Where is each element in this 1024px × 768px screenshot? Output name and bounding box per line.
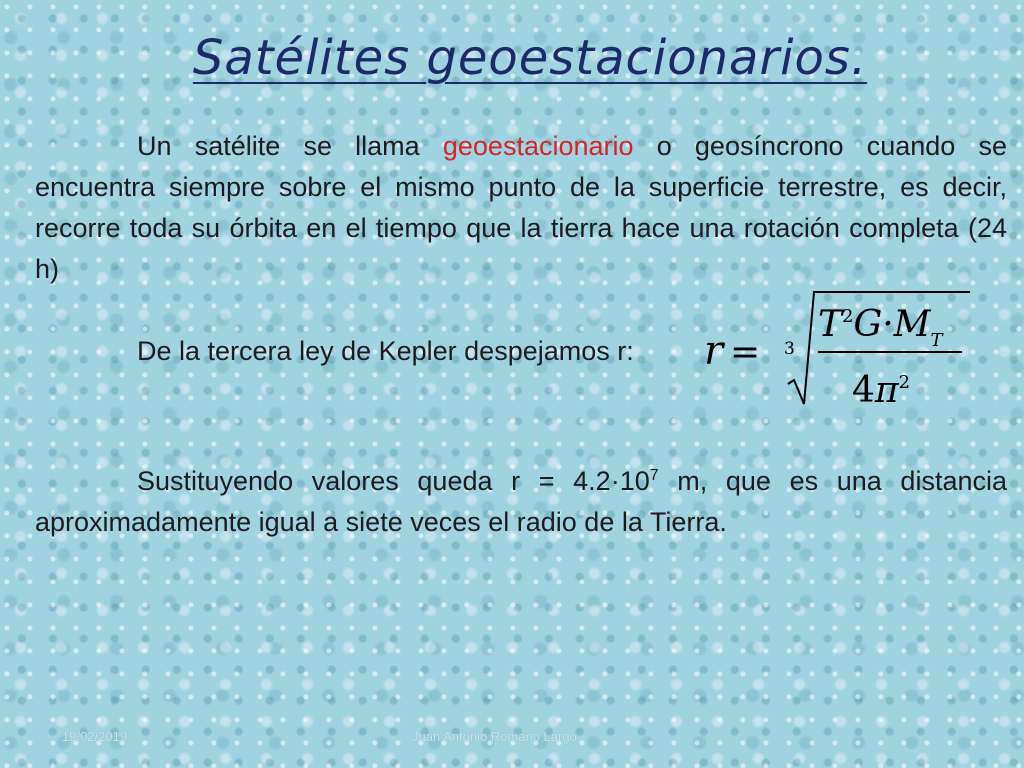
intro-paragraph bbox=[35, 126, 1007, 290]
slide-title: Satélites geoestacionarios. bbox=[192, 30, 868, 86]
highlighted-term: geoestacionario bbox=[442, 131, 634, 161]
footer-author: Juan Antonio Romano Largo bbox=[412, 729, 577, 744]
orbit-radius-formula bbox=[700, 282, 980, 422]
formula-numerator: $T^2G\cdot M_T$ bbox=[818, 304, 943, 351]
formula-denominator: $4\pi^2$ bbox=[852, 370, 911, 411]
result-paragraph bbox=[35, 455, 1007, 543]
formula-lhs: r bbox=[704, 328, 724, 374]
footer-date: 19/02/2019 bbox=[62, 729, 128, 744]
formula-root-index: 3 bbox=[784, 339, 795, 359]
result-exponent: 7 bbox=[649, 467, 659, 484]
intro-text-start: Un satélite se llama bbox=[137, 131, 443, 161]
kepler-statement: De la tercera ley de Kepler despejamos r: bbox=[137, 336, 634, 366]
result-text-end: m, que es una distancia aproximadamente igual a siete veces el radio de la Tierra. bbox=[35, 466, 1007, 537]
intro-text-end: o geosíncrono cuando se encuentra siempre sobre el mismo punto de la superficie terrestre, es decir, recorre toda su órbita en el tiempo que la tierra hace una rotación completa (24 h) bbox=[35, 131, 1007, 284]
formula-equals: = bbox=[730, 332, 761, 373]
result-text-start: Sustituyendo valores queda r = 4.2·10 bbox=[137, 466, 650, 496]
